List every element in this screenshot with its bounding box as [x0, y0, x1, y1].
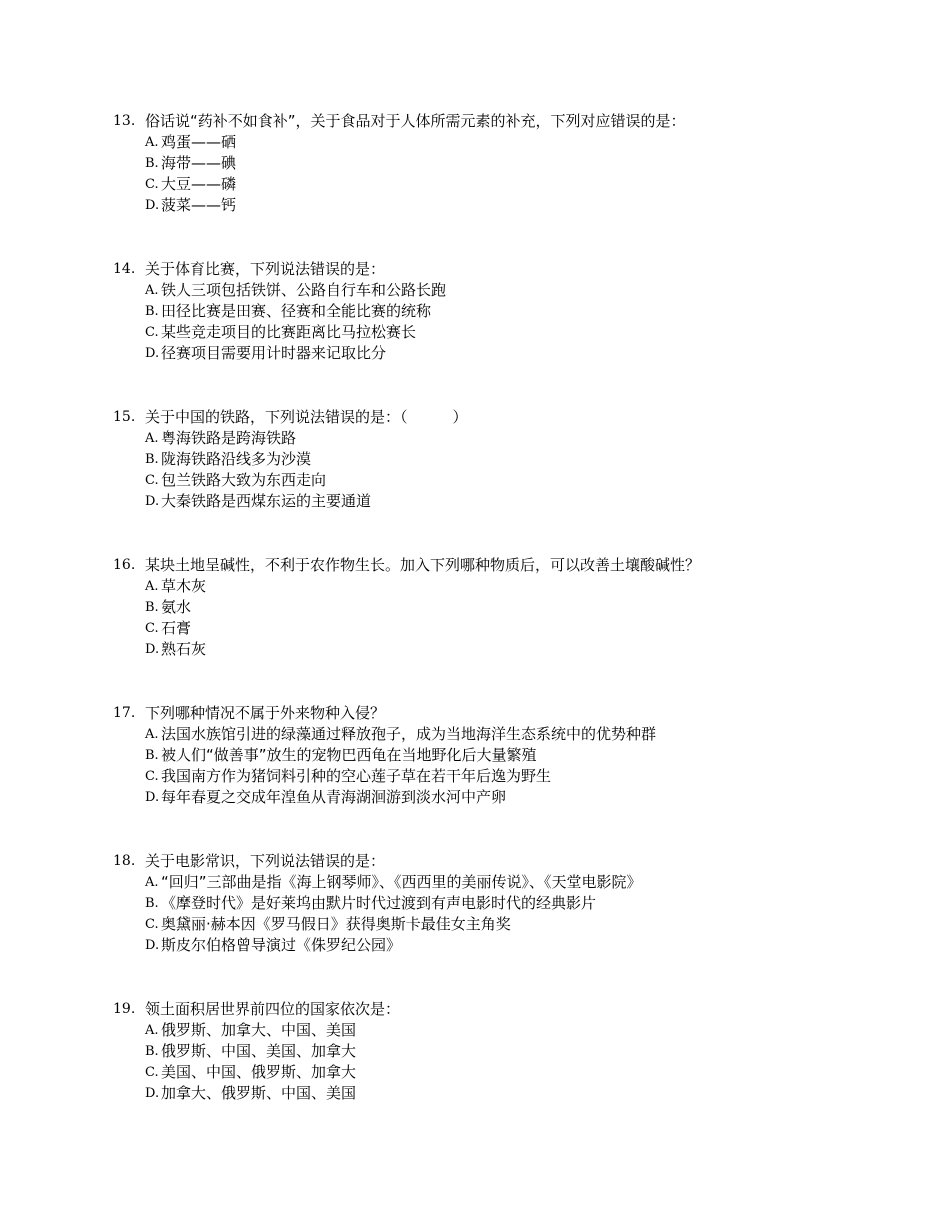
option-letter: D. [145, 346, 160, 361]
question-text: 领土面积居世界前四位的国家依次是： [145, 1000, 401, 1018]
option-a [145, 132, 913, 153]
option-text: 粤海铁路是跨海铁路 [161, 429, 297, 447]
question-16 [113, 555, 913, 660]
option-b [145, 1041, 913, 1062]
question-stem [113, 851, 913, 872]
option-letter: B. [145, 896, 159, 911]
option-letter: D. [145, 938, 160, 953]
option-text: 《摩登时代》是好莱坞由默片时代过渡到有声电影时代的经典影片 [161, 894, 597, 912]
option-text: 法国水族馆引进的绿藻通过释放孢子，成为当地海洋生态系统中的优势种群 [161, 725, 657, 743]
option-text: 大豆——磷 [161, 175, 237, 193]
question-text: 俗话说“药补不如食补”，关于食品对于人体所需元素的补充，下列对应错误的是： [145, 112, 686, 130]
option-text: 被人们“做善事”放生的宠物巴西龟在当地野化后大量繁殖 [161, 746, 537, 764]
option-text: 熟石灰 [161, 640, 207, 658]
option-a [145, 1020, 913, 1041]
option-letter: C. [145, 177, 159, 192]
option-a [145, 428, 913, 449]
option-text: 海带——碘 [161, 154, 237, 172]
option-c [145, 914, 913, 935]
option-letter: B. [145, 600, 159, 615]
option-text: 菠菜——钙 [161, 196, 237, 214]
question-text: 关于体育比赛，下列说法错误的是： [145, 260, 386, 278]
option-letter: A. [145, 579, 159, 594]
option-b [145, 153, 913, 174]
question-text: 某块土地呈碱性，不利于农作物生长。加入下列哪种物质后，可以改善土壤酸碱性？ [145, 556, 701, 574]
option-letter: D. [145, 642, 160, 657]
option-letter: C. [145, 621, 159, 636]
question-stem [113, 259, 913, 280]
option-text: 俄罗斯、加拿大、中国、美国 [161, 1021, 357, 1039]
option-letter: D. [145, 198, 160, 213]
option-d [145, 343, 913, 364]
option-text: 铁人三项包括铁饼、公路自行车和公路长跑 [161, 281, 447, 299]
option-letter: C. [145, 917, 159, 932]
question-number: 19. [113, 1001, 136, 1017]
option-b [145, 597, 913, 618]
question-stem [113, 555, 913, 576]
option-text: 草木灰 [161, 577, 207, 595]
option-c [145, 1062, 913, 1083]
option-a [145, 576, 913, 597]
option-letter: B. [145, 1044, 159, 1059]
option-text: 鸡蛋——硒 [161, 133, 237, 151]
option-a [145, 280, 913, 301]
question-number: 18. [113, 853, 136, 869]
option-text: 奥黛丽·赫本因《罗马假日》获得奥斯卡最佳女主角奖 [161, 915, 511, 933]
option-letter: A. [145, 875, 159, 890]
question-text: 关于中国的铁路，下列说法错误的是：（ ） [145, 408, 468, 426]
option-text: 斯皮尔伯格曾导演过《侏罗纪公园》 [161, 936, 402, 954]
question-number: 17. [113, 705, 136, 721]
option-text: 大秦铁路是西煤东运的主要通道 [161, 492, 372, 510]
question-number: 14. [113, 261, 136, 277]
option-letter: D. [145, 494, 160, 509]
option-c [145, 470, 913, 491]
option-text: 径赛项目需要用计时器来记取比分 [161, 344, 387, 362]
option-a [145, 724, 913, 745]
option-b [145, 893, 913, 914]
question-stem [113, 111, 913, 132]
option-c [145, 618, 913, 639]
question-stem [113, 703, 913, 724]
option-text: 田径比赛是田赛、径赛和全能比赛的统称 [161, 302, 432, 320]
option-text: 美国、中国、俄罗斯、加拿大 [161, 1063, 357, 1081]
option-letter: D. [145, 790, 160, 805]
option-letter: A. [145, 135, 159, 150]
option-letter: B. [145, 156, 159, 171]
option-a [145, 872, 913, 893]
option-d [145, 1083, 913, 1104]
option-text: 某些竞走项目的比赛距离比马拉松赛长 [161, 323, 417, 341]
option-letter: B. [145, 304, 159, 319]
option-c [145, 766, 913, 787]
question-text: 下列哪种情况不属于外来物种入侵？ [145, 704, 386, 722]
option-letter: C. [145, 325, 159, 340]
question-number: 15. [113, 409, 136, 425]
question-13 [113, 111, 913, 216]
question-number: 13. [113, 113, 136, 129]
option-letter: C. [145, 769, 159, 784]
question-17 [113, 703, 913, 808]
question-19 [113, 999, 913, 1104]
option-letter: A. [145, 283, 159, 298]
option-b [145, 449, 913, 470]
option-text: 陇海铁路沿线多为沙漠 [161, 450, 312, 468]
option-text: 石膏 [161, 619, 192, 637]
question-stem [113, 407, 913, 428]
question-stem [113, 999, 913, 1020]
option-letter: A. [145, 727, 159, 742]
option-b [145, 745, 913, 766]
option-text: 俄罗斯、中国、美国、加拿大 [161, 1042, 357, 1060]
question-14 [113, 259, 913, 364]
option-letter: C. [145, 473, 159, 488]
option-d [145, 491, 913, 512]
option-letter: B. [145, 452, 159, 467]
option-text: “回归”三部曲是指《海上钢琴师》、《西西里的美丽传说》、《天堂电影院》 [161, 873, 642, 891]
option-d [145, 787, 913, 808]
question-number: 16. [113, 557, 136, 573]
option-letter: A. [145, 1023, 159, 1038]
question-18 [113, 851, 913, 956]
option-c [145, 174, 913, 195]
option-letter: D. [145, 1086, 160, 1101]
option-text: 氨水 [161, 598, 192, 616]
option-text: 加拿大、俄罗斯、中国、美国 [161, 1084, 357, 1102]
option-c [145, 322, 913, 343]
option-d [145, 935, 913, 956]
question-text: 关于电影常识，下列说法错误的是： [145, 852, 386, 870]
option-letter: C. [145, 1065, 159, 1080]
option-text: 包兰铁路大致为东西走向 [161, 471, 327, 489]
option-letter: B. [145, 748, 159, 763]
question-15 [113, 407, 913, 512]
option-d [145, 639, 913, 660]
option-text: 我国南方作为猪饲料引种的空心莲子草在若干年后逸为野生 [161, 767, 552, 785]
option-letter: A. [145, 431, 159, 446]
option-text: 每年春夏之交成年湟鱼从青海湖洄游到淡水河中产卵 [161, 788, 507, 806]
option-d [145, 195, 913, 216]
option-b [145, 301, 913, 322]
